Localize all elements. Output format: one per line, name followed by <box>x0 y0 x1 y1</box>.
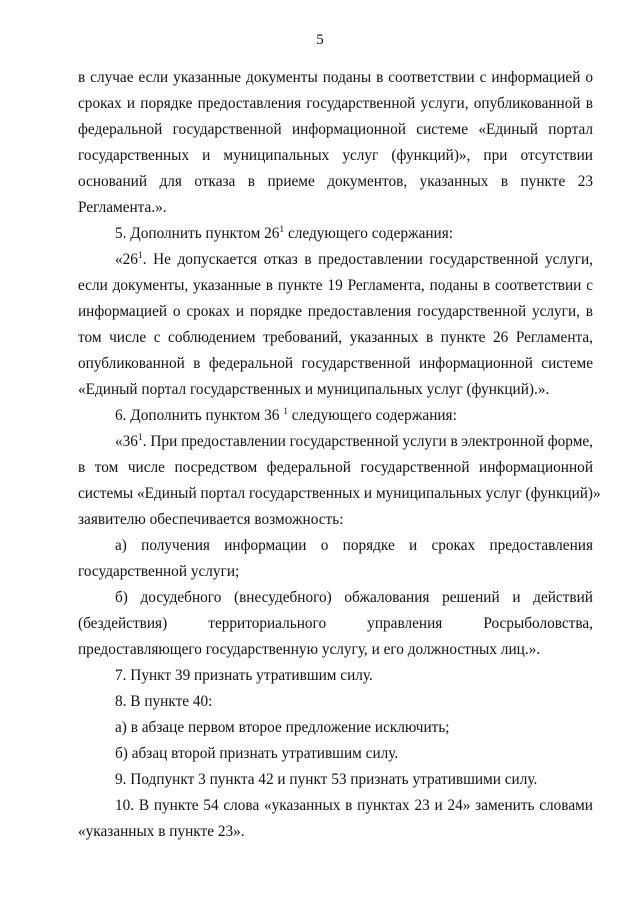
paragraph-10: 10. В пункте 54 слова «указанных в пунктах 23 и 24» заменить словами <box>115 797 593 814</box>
text-span: 5. Дополнить пунктом 26 <box>115 225 280 242</box>
text-line: заявителю обеспечивается возможность: <box>78 511 344 528</box>
text-line: в случае если указанные документы поданы в соответствии с информацией о <box>78 69 593 86</box>
text-line: том числе с соблюдением требований, указанных в пункте 26 Регламента, <box>78 329 593 346</box>
text-span: следующего содержания: <box>284 225 454 242</box>
text-line: государственной услуги; <box>78 563 240 580</box>
text-line: Регламента.». <box>78 199 167 216</box>
paragraph-8-b: б) абзац второй признать утратившим силу. <box>115 745 399 762</box>
text-line: (бездействия) территориального управления Росрыболовства, <box>78 615 593 632</box>
paragraph-26-1 <box>115 250 593 270</box>
text-span: 6. Дополнить пунктом 36 <box>115 407 284 424</box>
superscript: 1 <box>279 225 285 235</box>
list-item-b: б) досудебного (внесудебного) обжалования решений и действий <box>115 589 593 606</box>
text-line: опубликованной в федеральной государственной информационной системе <box>78 355 593 372</box>
text-span: . При предоставлении государственной услуги в электронной форме, <box>142 433 593 450</box>
text-span: «36 <box>115 433 138 450</box>
list-item-a: а) получения информации о порядке и сроках предоставления <box>115 537 593 554</box>
text-line: если документы, указанные в пункте 19 Регламента, поданы в соответствии с <box>78 277 593 294</box>
superscript: 1 <box>137 251 143 261</box>
text-span: . Не допускается отказ в предоставлении государственной услуги, <box>142 251 593 268</box>
paragraph-5 <box>115 224 593 244</box>
paragraph-36-1 <box>115 432 593 452</box>
text-line: предоставляющего государственную услугу, и его должностных лиц.». <box>78 641 541 658</box>
text-span: следующего содержания: <box>287 407 457 424</box>
paragraph-9: 9. Подпункт 3 пункта 42 и пункт 53 признать утратившими силу. <box>115 771 538 788</box>
text-line: в том числе посредством федеральной государственной информационной <box>78 459 593 476</box>
text-span: «26 <box>115 251 138 268</box>
page-number: 5 <box>316 32 324 48</box>
text-line: государственных и муниципальных услуг (функций)», при отсутствии <box>78 147 593 164</box>
text-line: «Единый портал государственных и муниципальных услуг (функций).». <box>78 381 550 398</box>
superscript: 1 <box>283 407 288 417</box>
paragraph-7: 7. Пункт 39 признать утратившим силу. <box>115 667 373 684</box>
paragraph-6 <box>115 406 593 426</box>
text-line: федеральной государственной информационной системе «Единый портал <box>78 121 593 138</box>
text-line: информацией о сроках и порядке предоставления государственной услуги, в <box>78 303 593 320</box>
text-line: оснований для отказа в приеме документов, указанных в пункте 23 <box>78 173 593 190</box>
paragraph-8-a: а) в абзаце первом второе предложение исключить; <box>115 719 450 736</box>
text-line: системы «Единый портал государственных и муниципальных услуг (функций)» <box>78 485 601 502</box>
superscript: 1 <box>137 433 143 443</box>
text-line: «указанных в пункте 23». <box>78 823 245 840</box>
paragraph-8: 8. В пункте 40: <box>115 693 213 710</box>
text-line: сроках и порядке предоставления государственной услуги, опубликованной в <box>78 95 593 112</box>
